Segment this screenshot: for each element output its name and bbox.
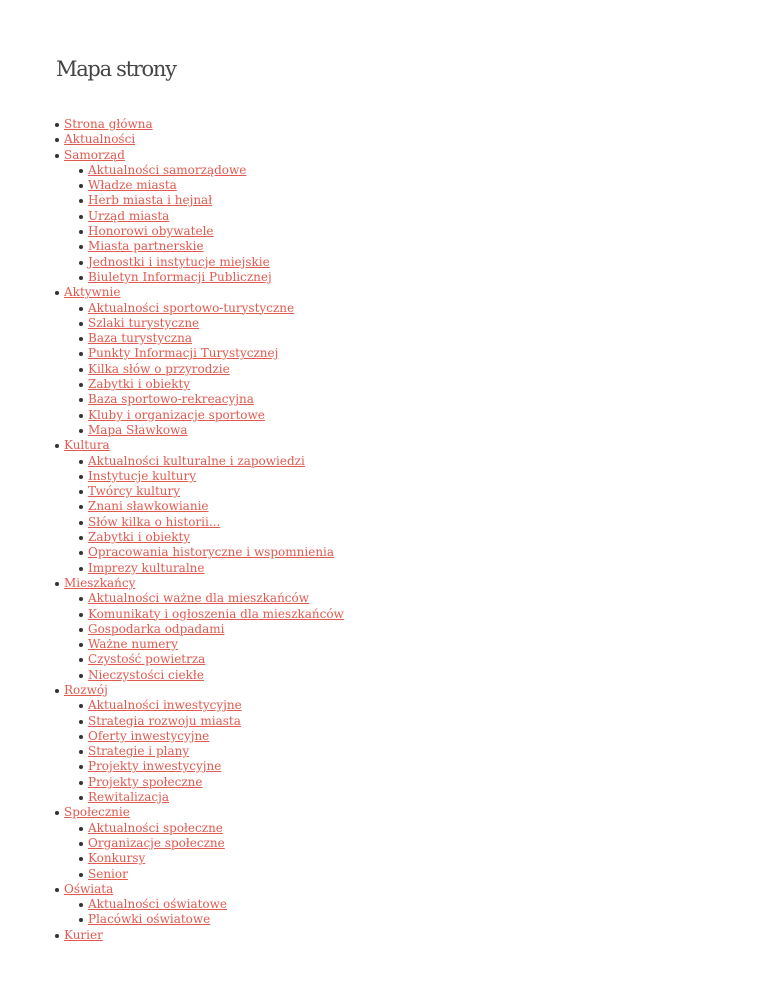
sitemap-subitem-strategia-rozwoju-miasta xyxy=(80,714,768,729)
bullet-icon xyxy=(79,567,83,571)
bullet-icon xyxy=(79,643,83,647)
sitemap-subitem-herb-miasta-i-hejnal xyxy=(80,193,768,208)
sitemap-link-strona-glowna[interactable]: Strona główna xyxy=(64,117,153,131)
sitemap-link-mieszkancy[interactable]: Mieszkańcy xyxy=(64,575,136,590)
bullet-icon xyxy=(79,490,83,494)
sitemap-sublist-spolecznie xyxy=(64,821,768,882)
sitemap-subitem-placowki-oswiatowe xyxy=(80,912,768,927)
bullet-icon xyxy=(79,230,83,234)
sitemap-link-imprezy-kulturalne[interactable]: Imprezy kulturalne xyxy=(88,560,205,575)
sitemap-link-aktualnosci-oswiatowe[interactable]: Aktualności oświatowe xyxy=(88,897,228,912)
sitemap-subitem-szlaki-turystyczne xyxy=(80,316,768,331)
sitemap-link-biuletyn-informacji-publicznej[interactable]: Biuletyn Informacji Publicznej xyxy=(88,269,272,284)
sitemap-link-spolecznie[interactable]: Społecznie xyxy=(64,805,130,820)
sitemap-subitem-aktualnosci-wazne-dla-mieszkancow xyxy=(80,591,768,606)
bullet-icon xyxy=(79,322,83,326)
sitemap-item-aktualnosci xyxy=(56,132,768,147)
sitemap-link-aktualnosci-spoleczne[interactable]: Aktualności społeczne xyxy=(88,820,223,835)
sitemap-link-opracowania-historyczne-i-wspomnienia[interactable]: Opracowania historyczne i wspomnienia xyxy=(88,545,335,560)
sitemap-item-mieszkancy xyxy=(56,576,768,683)
sitemap-subitem-imprezy-kulturalne xyxy=(80,561,768,576)
bullet-icon xyxy=(79,307,83,311)
sitemap-link-mapa-slawkowa[interactable]: Mapa Sławkowa xyxy=(88,422,188,437)
bullet-icon xyxy=(55,582,59,586)
sitemap-link-samorzad[interactable]: Samorząd xyxy=(64,147,125,162)
sitemap-link-projekty-inwestycyjne[interactable]: Projekty inwestycyjne xyxy=(88,759,222,774)
bullet-icon xyxy=(79,704,83,708)
sitemap-subitem-aktualnosci-sportowo-turystyczne xyxy=(80,301,768,316)
sitemap-link-wazne-numery[interactable]: Ważne numery xyxy=(88,637,178,652)
sitemap-subitem-wazne-numery xyxy=(80,637,768,652)
sitemap-subitem-aktualnosci-samorzadowe xyxy=(80,163,768,178)
sitemap-subitem-kluby-i-organizacje-sportowe xyxy=(80,408,768,423)
sitemap-link-nieczystosci-ciekle[interactable]: Nieczystości ciekłe xyxy=(88,667,204,682)
sitemap-subitem-opracowania-historyczne-i-wspomnienia xyxy=(80,545,768,560)
sitemap-link-punkty-informacji-turystycznej[interactable]: Punkty Informacji Turystycznej xyxy=(88,346,279,361)
sitemap-link-znani-slawkowianie[interactable]: Znani sławkowianie xyxy=(88,499,209,514)
sitemap-link-placowki-oswiatowe[interactable]: Placówki oświatowe xyxy=(88,912,211,927)
sitemap-link-kultura[interactable]: Kultura xyxy=(64,438,110,453)
bullet-icon xyxy=(79,765,83,769)
sitemap-link-aktualnosci-sportowo-turystyczne[interactable]: Aktualności sportowo-turystyczne xyxy=(88,300,295,315)
sitemap-item-kultura xyxy=(56,438,768,576)
sitemap-link-rozwoj[interactable]: Rozwój xyxy=(64,682,108,697)
sitemap-link-instytucje-kultury[interactable]: Instytucje kultury xyxy=(88,468,197,483)
sitemap-subitem-czystosc-powietrza xyxy=(80,652,768,667)
sitemap-item-oswiata xyxy=(56,882,768,928)
bullet-icon xyxy=(55,291,59,295)
sitemap-subitem-wladze-miasta xyxy=(80,178,768,193)
sitemap-subitem-baza-turystyczna xyxy=(80,331,768,346)
sitemap-item-strona-glowna xyxy=(56,117,768,132)
sitemap-link-miasta-partnerskie[interactable]: Miasta partnerskie xyxy=(88,239,204,254)
sitemap-list xyxy=(56,117,768,943)
bullet-icon xyxy=(79,674,83,678)
sitemap-link-aktualnosci-kulturalne-i-zapowiedzi[interactable]: Aktualności kulturalne i zapowiedzi xyxy=(88,453,305,468)
sitemap-subitem-biuletyn-informacji-publicznej xyxy=(80,270,768,285)
sitemap-item-spolecznie xyxy=(56,805,768,881)
bullet-icon xyxy=(79,842,83,846)
bullet-icon xyxy=(55,934,59,938)
sitemap-link-organizacje-spoleczne[interactable]: Organizacje społeczne xyxy=(88,835,225,850)
sitemap-subitem-projekty-spoleczne xyxy=(80,775,768,790)
bullet-icon xyxy=(79,505,83,509)
bullet-icon xyxy=(79,918,83,922)
sitemap-item-kurier xyxy=(56,928,768,943)
sitemap-subitem-zabytki-i-obiekty xyxy=(80,530,768,545)
sitemap-link-aktualnosci-samorzadowe[interactable]: Aktualności samorządowe xyxy=(88,162,247,177)
bullet-icon xyxy=(79,521,83,525)
bullet-icon xyxy=(79,796,83,800)
sitemap-link-wladze-miasta[interactable]: Władze miasta xyxy=(88,178,177,193)
bullet-icon xyxy=(79,245,83,249)
sitemap-link-komunikaty-i-ogloszenia-dla-mieszkancow[interactable]: Komunikaty i ogłoszenia dla mieszkańców xyxy=(88,606,344,621)
bullet-icon xyxy=(79,215,83,219)
sitemap-subitem-instytucje-kultury xyxy=(80,469,768,484)
page-title: Mapa strony xyxy=(56,57,176,81)
bullet-icon xyxy=(79,383,83,387)
sitemap-link-zabytki-i-obiekty[interactable]: Zabytki i obiekty xyxy=(88,377,191,392)
sitemap-link-oswiata[interactable]: Oświata xyxy=(64,881,114,896)
bullet-icon xyxy=(79,352,83,356)
bullet-icon xyxy=(55,888,59,892)
sitemap-subitem-baza-sportowo-rekreacyjna xyxy=(80,392,768,407)
sitemap-link-aktualnosci[interactable]: Aktualności xyxy=(64,132,136,147)
bullet-icon xyxy=(79,750,83,754)
sitemap-subitem-rewitalizacja xyxy=(80,790,768,805)
sitemap-link-baza-sportowo-rekreacyjna[interactable]: Baza sportowo-rekreacyjna xyxy=(88,392,254,407)
bullet-icon xyxy=(55,154,59,158)
sitemap-link-zabytki-i-obiekty[interactable]: Zabytki i obiekty xyxy=(88,530,191,545)
sitemap-link-aktualnosci-wazne-dla-mieszkancow[interactable]: Aktualności ważne dla mieszkańców xyxy=(88,591,310,606)
bullet-icon xyxy=(79,429,83,433)
sitemap-item-rozwoj xyxy=(56,683,768,805)
bullet-icon xyxy=(79,398,83,402)
bullet-icon xyxy=(79,551,83,555)
sitemap-subitem-honorowi-obywatele xyxy=(80,224,768,239)
sitemap-subitem-punkty-informacji-turystycznej xyxy=(80,346,768,361)
bullet-icon xyxy=(79,169,83,173)
sitemap-sublist-aktywnie xyxy=(64,301,768,439)
bullet-icon xyxy=(79,460,83,464)
sitemap-link-kilka-slow-o-przyrodzie[interactable]: Kilka słów o przyrodzie xyxy=(88,361,230,376)
sitemap-sublist-samorzad xyxy=(64,163,768,285)
sitemap-subitem-kilka-slow-o-przyrodzie xyxy=(80,362,768,377)
bullet-icon xyxy=(79,199,83,203)
sitemap-link-czystosc-powietrza[interactable]: Czystość powietrza xyxy=(88,652,206,667)
sitemap-item-samorzad xyxy=(56,148,768,286)
sitemap-link-aktualnosci-inwestycyjne[interactable]: Aktualności inwestycyjne xyxy=(88,698,242,713)
sitemap-subitem-tworcy-kultury xyxy=(80,484,768,499)
sitemap-subitem-nieczystosci-ciekle xyxy=(80,668,768,683)
bullet-icon xyxy=(79,414,83,418)
sitemap-subitem-miasta-partnerskie xyxy=(80,239,768,254)
bullet-icon xyxy=(55,444,59,448)
bullet-icon xyxy=(55,689,59,693)
bullet-icon xyxy=(79,720,83,724)
sitemap-link-baza-turystyczna[interactable]: Baza turystyczna xyxy=(88,331,193,346)
sitemap-link-slow-kilka-o-historii[interactable]: Słów kilka o historii... xyxy=(88,514,221,529)
bullet-icon xyxy=(79,873,83,877)
bullet-icon xyxy=(79,276,83,280)
sitemap-subitem-konkursy xyxy=(80,851,768,866)
sitemap-link-urzad-miasta[interactable]: Urząd miasta xyxy=(88,208,170,223)
sitemap-link-senior[interactable]: Senior xyxy=(88,866,128,881)
bullet-icon xyxy=(79,781,83,785)
bullet-icon xyxy=(79,184,83,188)
bullet-icon xyxy=(79,735,83,739)
sitemap-subitem-oferty-inwestycyjne xyxy=(80,729,768,744)
sitemap-link-strategie-i-plany[interactable]: Strategie i plany xyxy=(88,744,190,759)
sitemap-link-tworcy-kultury[interactable]: Twórcy kultury xyxy=(88,484,181,499)
sitemap-subitem-zabytki-i-obiekty xyxy=(80,377,768,392)
sitemap-link-strategia-rozwoju-miasta[interactable]: Strategia rozwoju miasta xyxy=(88,713,241,728)
sitemap-link-konkursy[interactable]: Konkursy xyxy=(88,851,146,866)
sitemap-link-honorowi-obywatele[interactable]: Honorowi obywatele xyxy=(88,224,214,239)
bullet-icon xyxy=(79,827,83,831)
bullet-icon xyxy=(55,138,59,142)
sitemap-sublist-mieszkancy xyxy=(64,591,768,683)
sitemap-link-projekty-spoleczne[interactable]: Projekty społeczne xyxy=(88,774,203,789)
sitemap-subitem-aktualnosci-kulturalne-i-zapowiedzi xyxy=(80,454,768,469)
sitemap-subitem-jednostki-i-instytucje-miejskie xyxy=(80,255,768,270)
sitemap-link-szlaki-turystyczne[interactable]: Szlaki turystyczne xyxy=(88,315,200,330)
sitemap-link-gospodarka-odpadami[interactable]: Gospodarka odpadami xyxy=(88,621,225,636)
bullet-icon xyxy=(55,811,59,815)
sitemap-link-kurier[interactable]: Kurier xyxy=(64,927,103,942)
bullet-icon xyxy=(79,536,83,540)
sitemap-sublist-rozwoj xyxy=(64,698,768,805)
sitemap-link-aktywnie[interactable]: Aktywnie xyxy=(64,285,121,300)
bullet-icon xyxy=(79,857,83,861)
sitemap-link-jednostki-i-instytucje-miejskie[interactable]: Jednostki i instytucje miejskie xyxy=(88,254,270,269)
sitemap-subitem-mapa-slawkowa xyxy=(80,423,768,438)
sitemap-link-herb-miasta-i-hejnal[interactable]: Herb miasta i hejnał xyxy=(88,193,213,208)
bullet-icon xyxy=(79,903,83,907)
sitemap-subitem-organizacje-spoleczne xyxy=(80,836,768,851)
bullet-icon xyxy=(79,658,83,662)
sitemap-subitem-aktualnosci-spoleczne xyxy=(80,821,768,836)
bullet-icon xyxy=(79,337,83,341)
sitemap-sublist-kultura xyxy=(64,454,768,576)
sitemap-subitem-aktualnosci-oswiatowe xyxy=(80,897,768,912)
sitemap-subitem-znani-slawkowianie xyxy=(80,499,768,514)
bullet-icon xyxy=(79,261,83,265)
bullet-icon xyxy=(79,475,83,479)
bullet-icon xyxy=(55,123,59,127)
bullet-icon xyxy=(79,613,83,617)
sitemap-subitem-gospodarka-odpadami xyxy=(80,622,768,637)
bullet-icon xyxy=(79,368,83,372)
sitemap-link-oferty-inwestycyjne[interactable]: Oferty inwestycyjne xyxy=(88,728,210,743)
bullet-icon xyxy=(79,597,83,601)
sitemap-subitem-urzad-miasta xyxy=(80,209,768,224)
sitemap-subitem-slow-kilka-o-historii xyxy=(80,515,768,530)
bullet-icon xyxy=(79,628,83,632)
sitemap-sublist-oswiata xyxy=(64,897,768,928)
sitemap-subitem-komunikaty-i-ogloszenia-dla-mieszkancow xyxy=(80,607,768,622)
sitemap-subitem-aktualnosci-inwestycyjne xyxy=(80,698,768,713)
sitemap-subitem-projekty-inwestycyjne xyxy=(80,759,768,774)
sitemap-link-kluby-i-organizacje-sportowe[interactable]: Kluby i organizacje sportowe xyxy=(88,407,265,422)
sitemap-subitem-strategie-i-plany xyxy=(80,744,768,759)
sitemap-item-aktywnie xyxy=(56,285,768,438)
sitemap-link-rewitalizacja[interactable]: Rewitalizacja xyxy=(88,790,169,805)
sitemap-subitem-senior xyxy=(80,867,768,882)
